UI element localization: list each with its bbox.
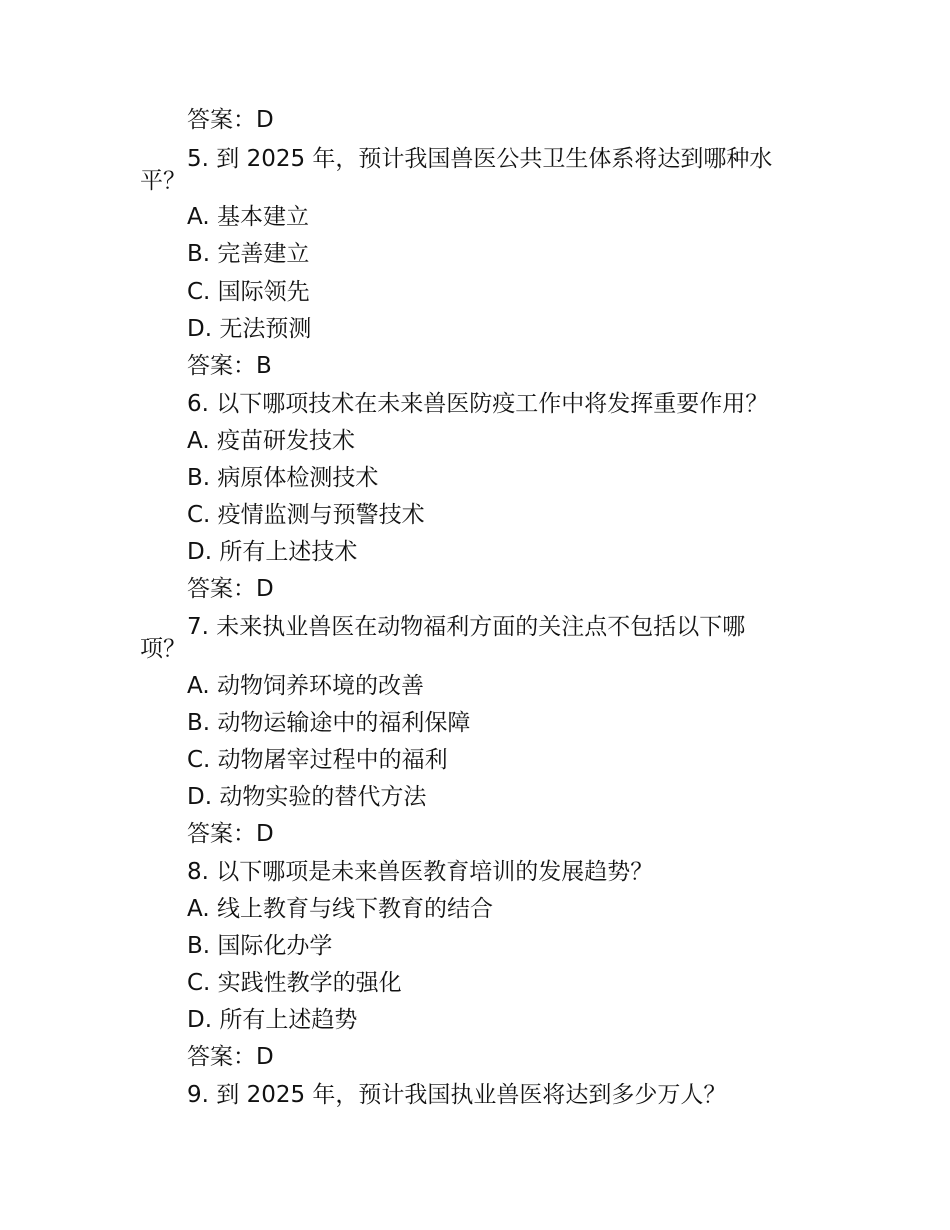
option-a: A. 动物饲养环境的改善 [187,673,424,699]
question-7-text: 7. 未来执业兽医在动物福利方面的关注点不包括以下哪 [187,614,746,640]
option-d: D. 所有上述趋势 [187,1007,358,1033]
option-b: B. 动物运输途中的福利保障 [187,710,471,736]
option-c: C. 疫情监测与预警技术 [187,502,425,528]
question-7-continuation: 项？ [140,636,186,662]
option-d: D. 动物实验的替代方法 [187,784,427,810]
option-b: B. 国际化办学 [187,933,333,959]
answer-line: 答案：D [187,1044,274,1070]
answer-line: 答案：B [187,353,272,379]
option-c: C. 动物屠宰过程中的福利 [187,747,448,773]
answer-line: 答案：D [187,107,274,133]
option-d: D. 无法预测 [187,316,312,342]
option-c: C. 实践性教学的强化 [187,970,402,996]
option-b: B. 完善建立 [187,241,310,267]
question-5-text: 5. 到 2025 年，预计我国兽医公共卫生体系将达到哪种水 [187,146,773,172]
option-a: A. 疫苗研发技术 [187,428,355,454]
question-5-continuation: 平？ [140,168,186,194]
option-b: B. 病原体检测技术 [187,465,379,491]
answer-line: 答案：D [187,821,274,847]
option-a: A. 基本建立 [187,204,309,230]
question-8-text: 8. 以下哪项是未来兽医教育培训的发展趋势？ [187,859,654,885]
option-d: D. 所有上述技术 [187,539,358,565]
answer-line: 答案：D [187,576,274,602]
option-c: C. 国际领先 [187,279,310,305]
question-6-text: 6. 以下哪项技术在未来兽医防疫工作中将发挥重要作用？ [187,391,769,417]
option-a: A. 线上教育与线下教育的结合 [187,896,493,922]
question-9-text: 9. 到 2025 年，预计我国执业兽医将达到多少万人？ [187,1082,727,1108]
